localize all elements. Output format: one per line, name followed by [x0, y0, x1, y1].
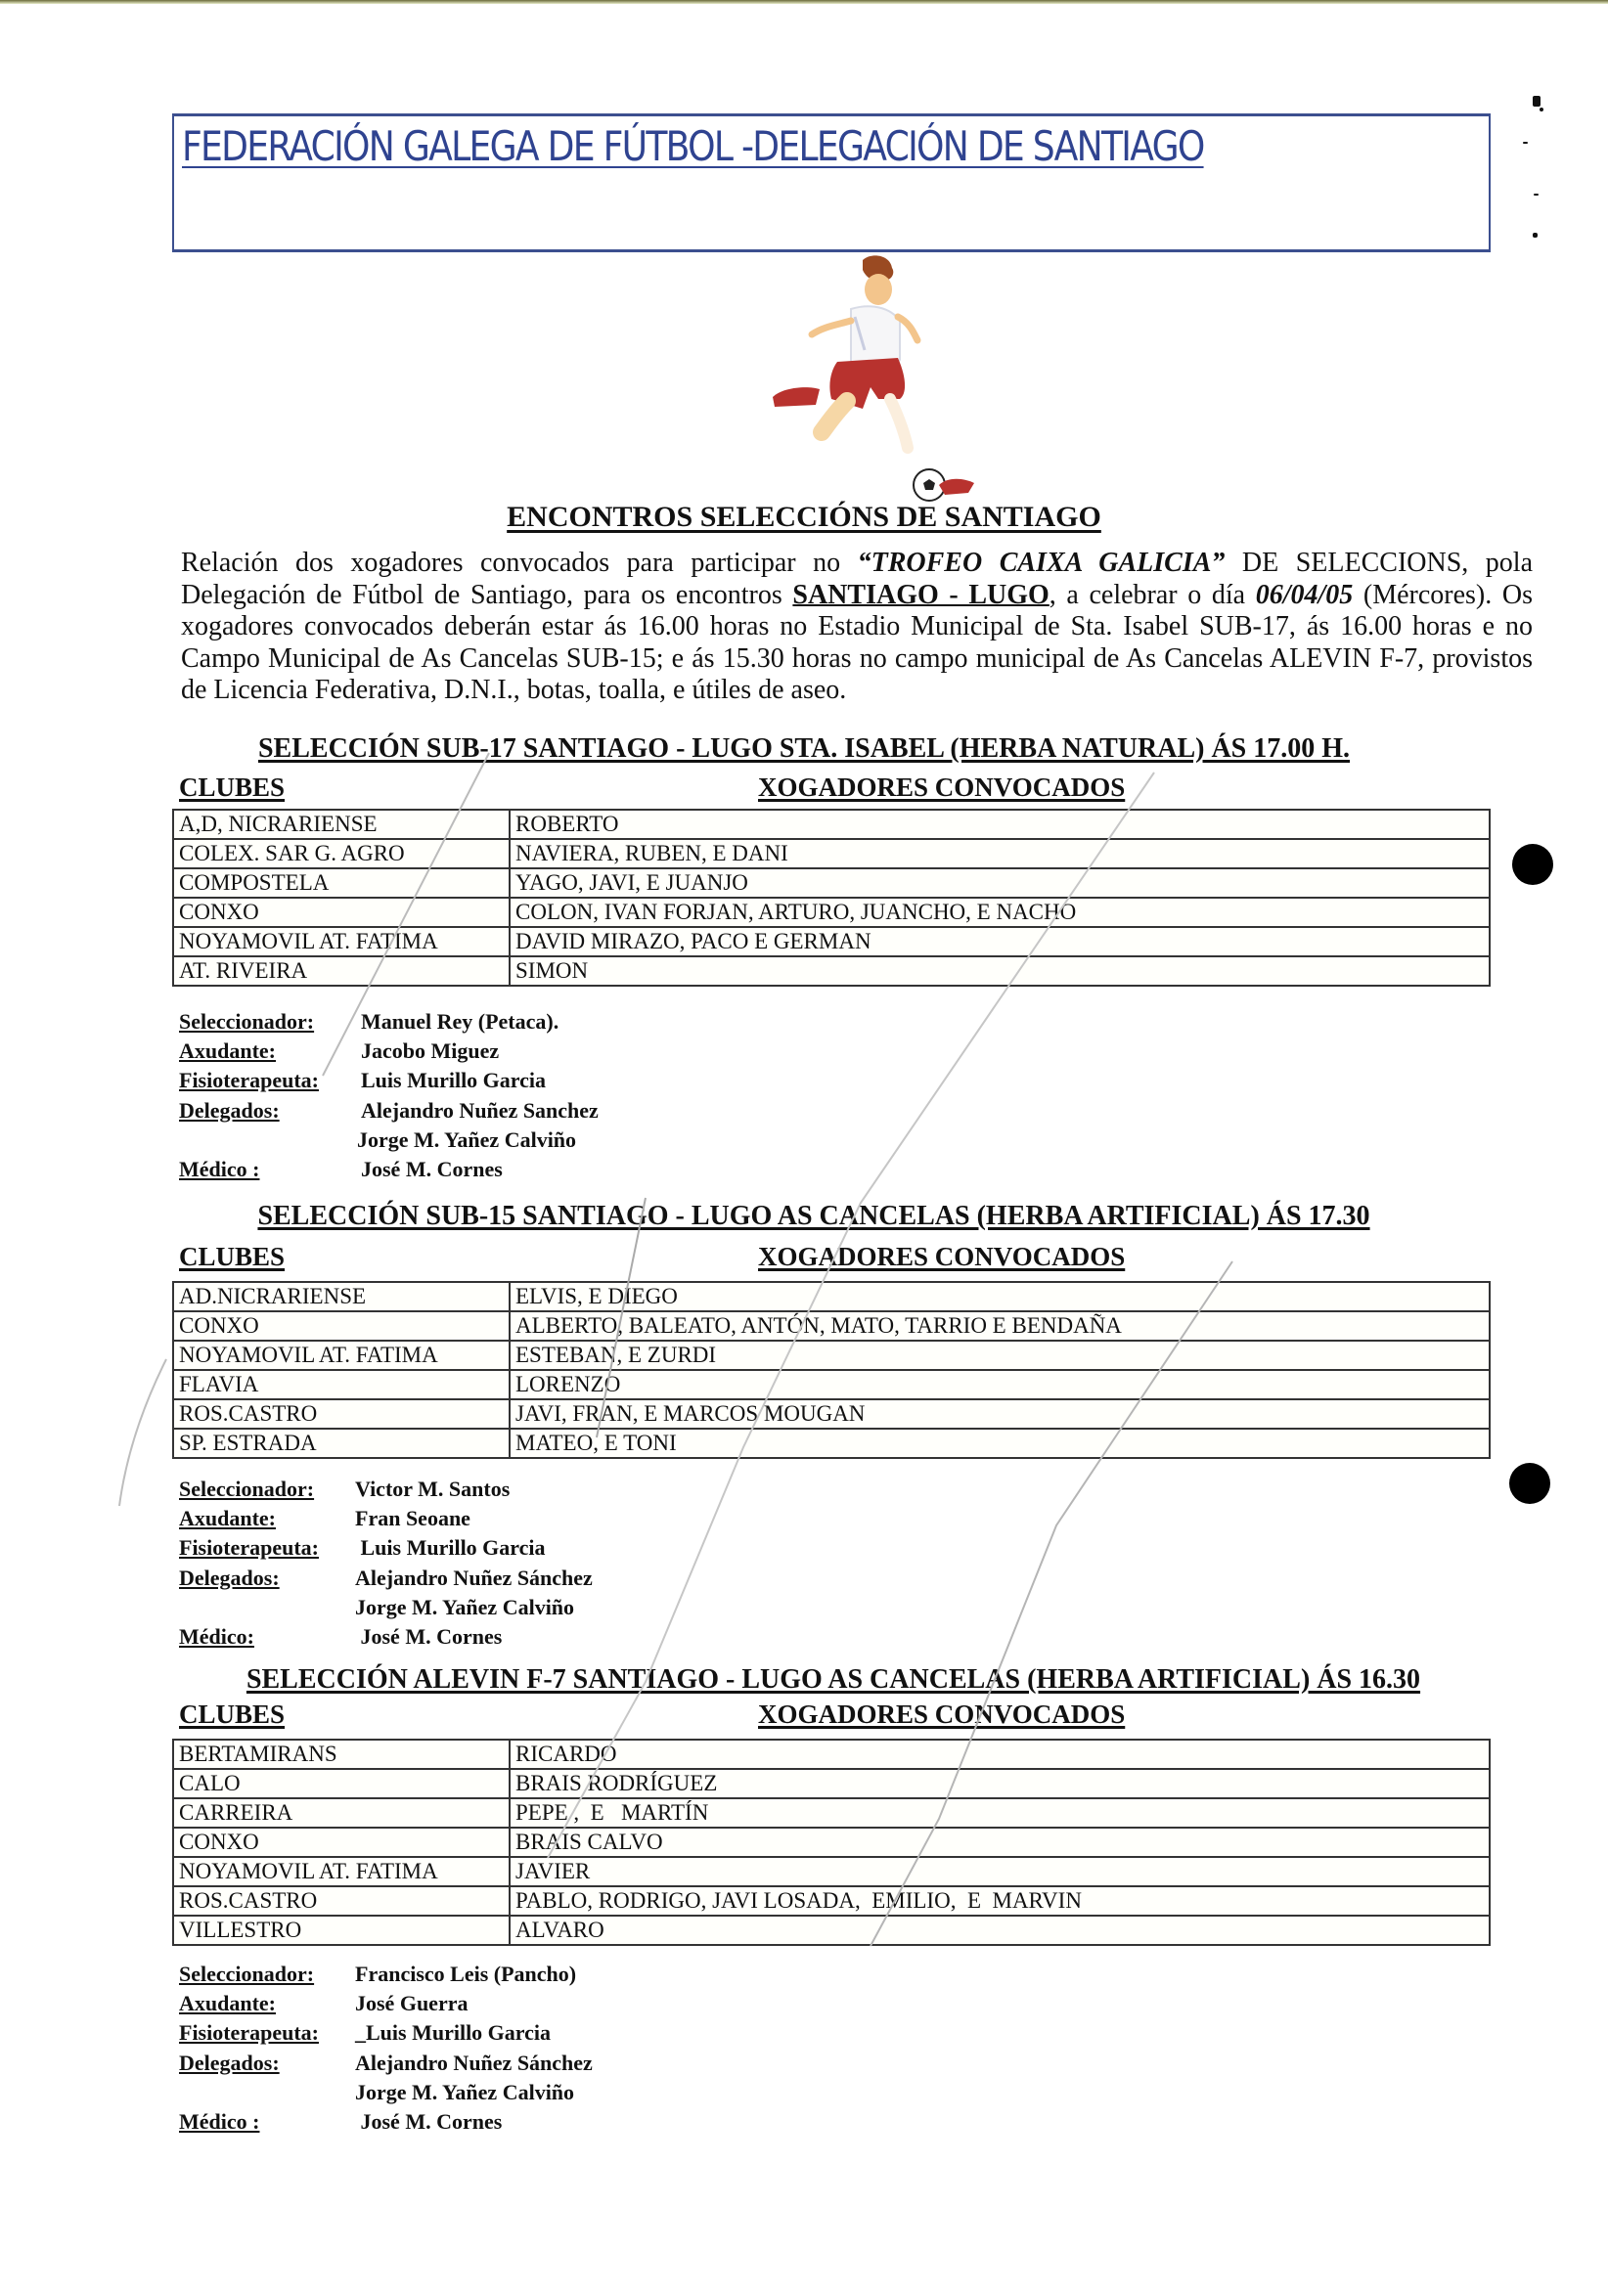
scan-top-edge [0, 0, 1608, 4]
players-cell: PABLO, RODRIGO, JAVI LOSADA, EMILIO, E MARVIN [510, 1886, 1490, 1916]
table-row [173, 927, 1490, 956]
club-cell: A,D, NICRARIENSE [173, 810, 510, 839]
players-cell: LORENZO [510, 1370, 1490, 1399]
players-header: XOGADORES CONVOCADOS [758, 1242, 1126, 1271]
table-row [173, 898, 1490, 927]
staff-list-sub15 [179, 1475, 593, 1652]
club-cell: NOYAMOVIL AT. FATIMA [173, 1341, 510, 1370]
staff-label: Médico: [179, 1624, 254, 1650]
players-cell: BRAIS CALVO [510, 1828, 1490, 1857]
staff-value: Francisco Leis (Pancho) [355, 1962, 577, 1986]
staff-value: José Guerra [355, 1991, 469, 2016]
table-row [173, 1916, 1490, 1945]
club-cell: CONXO [173, 1311, 510, 1341]
table-row [173, 1399, 1490, 1429]
staff-value: José M. Cornes [355, 1624, 503, 1650]
staff-value: José M. Cornes [361, 1157, 503, 1182]
letterhead-title: FEDERACIÓN GALEGA DE FÚTBOL -DELEGACIÓN DE SANTIAGO [182, 122, 1204, 170]
staff-row [179, 1593, 593, 1622]
staff-label [179, 1593, 375, 1622]
clubs-header: CLUBES [179, 1242, 286, 1271]
staff-label: Delegados: [179, 1097, 280, 1123]
club-cell: ROS.CASTRO [173, 1886, 510, 1916]
staff-row [179, 1533, 593, 1563]
table-row [173, 1341, 1490, 1370]
staff-label: Delegados: [179, 1565, 280, 1590]
players-cell: YAGO, JAVI, E JUANJO [510, 868, 1490, 898]
scan-speck [1540, 108, 1543, 111]
roster-table-alevin [172, 1739, 1491, 1946]
match-name: SANTIAGO - LUGO [792, 579, 1050, 610]
staff-value: Victor M. Santos [355, 1477, 511, 1501]
table-row [173, 1429, 1490, 1458]
intro-paragraph [181, 548, 1533, 707]
intro-text: Relación dos xogadores convocados para participar no [181, 548, 858, 578]
staff-label: Fisioterapeuta: [179, 1535, 319, 1561]
staff-label [179, 2078, 375, 2107]
staff-label: Delegados: [179, 2050, 280, 2075]
players-cell: JAVIER [510, 1857, 1490, 1886]
club-cell: CALO [173, 1769, 510, 1798]
staff-row [179, 1096, 599, 1126]
table-row [173, 868, 1490, 898]
table-row [173, 1828, 1490, 1857]
players-cell: BRAIS RODRÍGUEZ [510, 1769, 1490, 1798]
players-cell: RICARDO [510, 1740, 1490, 1769]
letterhead-box [172, 113, 1491, 252]
staff-label: Seleccionador: [179, 1477, 315, 1501]
staff-row [179, 2078, 593, 2107]
scan-speck [1533, 96, 1541, 107]
scan-speck [1534, 194, 1539, 196]
staff-value: Alejandro Nuñez Sánchez [355, 1565, 593, 1590]
match-date: 06/04/05 [1255, 579, 1354, 610]
club-cell: AD.NICRARIENSE [173, 1282, 510, 1311]
clubs-header: CLUBES [179, 1700, 286, 1729]
staff-value: Jorge M. Yañez Calviño [355, 2079, 575, 2104]
staff-value: Fran Seoane [355, 1506, 470, 1531]
staff-value: José M. Cornes [355, 2109, 503, 2135]
players-cell: SIMON [510, 956, 1490, 986]
intro-text: DE SELECCIONS, pola Delegación de Fútbol de Santiago, para os encontros [181, 548, 1534, 610]
scan-speck [1523, 142, 1528, 144]
punch-hole-icon [1512, 844, 1553, 885]
players-cell: ALVARO [510, 1916, 1490, 1945]
scan-speck [1533, 233, 1538, 238]
club-cell: VILLESTRO [173, 1916, 510, 1945]
players-cell: DAVID MIRAZO, PACO E GERMAN [510, 927, 1490, 956]
table-row [173, 1311, 1490, 1341]
table-row [173, 956, 1490, 986]
players-header: XOGADORES CONVOCADOS [758, 773, 1126, 802]
club-cell: ROS.CASTRO [173, 1399, 510, 1429]
players-cell: ALBERTO, BALEATO, ANTÓN, MATO, TARRIO E BENDAÑA [510, 1311, 1490, 1341]
staff-row [179, 1007, 599, 1037]
players-header: XOGADORES CONVOCADOS [758, 1700, 1126, 1729]
club-cell: CONXO [173, 898, 510, 927]
club-cell: BERTAMIRANS [173, 1740, 510, 1769]
table-row [173, 1886, 1490, 1916]
roster-table-sub15 [172, 1281, 1491, 1459]
table-row [173, 810, 1490, 839]
staff-row [179, 1564, 593, 1593]
club-cell: NOYAMOVIL AT. FATIMA [173, 927, 510, 956]
section-title-alevin: SELECCIÓN ALEVIN F-7 SANTIAGO - LUGO AS CANCELAS (HERBA ARTIFICIAL) ÁS 16.30 [246, 1664, 1421, 1695]
club-cell: FLAVIA [173, 1370, 510, 1399]
table-row [173, 1740, 1490, 1769]
staff-row [179, 1155, 599, 1184]
staff-list-alevin [179, 1960, 593, 2137]
staff-row [179, 2018, 593, 2048]
table-row [173, 1769, 1490, 1798]
players-cell: ESTEBAN, E ZURDI [510, 1341, 1490, 1370]
trophy-name: “TROFEO CAIXA GALICIA” [857, 548, 1226, 578]
staff-value: Luis Murillo Garcia [361, 1068, 547, 1093]
staff-value: Jorge M. Yañez Calviño [355, 1594, 575, 1619]
club-cell: AT. RIVEIRA [173, 956, 510, 986]
staff-row [179, 1037, 599, 1066]
table-row [173, 1798, 1490, 1828]
staff-row [179, 1960, 593, 1989]
staff-row [179, 2107, 593, 2137]
staff-value: Manuel Rey (Petaca). [361, 1009, 559, 1034]
staff-value: Jacobo Miguez [361, 1038, 500, 1064]
players-cell: ROBERTO [510, 810, 1490, 839]
staff-row [179, 1504, 593, 1533]
players-cell: MATEO, E TONI [510, 1429, 1490, 1458]
club-cell: SP. ESTRADA [173, 1429, 510, 1458]
staff-row [179, 1622, 593, 1652]
section-title-sub15: SELECCIÓN SUB-15 SANTIAGO - LUGO AS CANCELAS (HERBA ARTIFICIAL) ÁS 17.30 [257, 1201, 1370, 1231]
table-row [173, 1282, 1490, 1311]
staff-row [179, 1475, 593, 1504]
table-row [173, 1857, 1490, 1886]
staff-row [179, 1066, 599, 1095]
table-row [173, 1370, 1490, 1399]
staff-value: Jorge M. Yañez Calviño [357, 1126, 577, 1152]
staff-label: Axudante: [179, 1038, 277, 1064]
staff-label: Axudante: [179, 1991, 277, 2016]
players-cell: NAVIERA, RUBEN, E DANI [510, 839, 1490, 868]
club-cell: NOYAMOVIL AT. FATIMA [173, 1857, 510, 1886]
punch-hole-icon [1509, 1463, 1550, 1504]
staff-value: _Luis Murillo Garcia [355, 2020, 552, 2046]
intro-text: (Mércores). Os xogadores convocados deberán estar ás 16.00 horas no Estadio Municipal de Sta. Isabel SUB-17, ás 16.00 horas e no Campo Municipal de As Cancelas SUB-15; e ás 15.30 horas no campo municipal de As Cancelas ALEVIN F-7, provistos de Licencia Federativa, D.N.I., botas, toalla, e útiles de aseo. [181, 579, 1533, 705]
club-cell: CARREIRA [173, 1798, 510, 1828]
main-title: ENCONTROS SELECCIÓNS DE SANTIAGO [507, 501, 1101, 533]
staff-value: Luis Murillo Garcia [355, 1535, 546, 1561]
clubs-header: CLUBES [179, 773, 286, 802]
staff-value: Alejandro Nuñez Sanchez [361, 1097, 599, 1123]
intro-text: , a celebrar o día [1049, 579, 1256, 610]
players-cell: PEPE , E MARTÍN [510, 1798, 1490, 1828]
staff-label: Seleccionador: [179, 1009, 315, 1034]
players-cell: ELVIS, E DIEGO [510, 1282, 1490, 1311]
club-cell: COMPOSTELA [173, 868, 510, 898]
staff-label: Axudante: [179, 1506, 277, 1531]
staff-label: Fisioterapeuta: [179, 1068, 319, 1093]
players-cell: COLON, IVAN FORJAN, ARTURO, JUANCHO, E NACHO [510, 898, 1490, 927]
staff-value: Alejandro Nuñez Sánchez [355, 2050, 593, 2075]
staff-row [179, 1126, 599, 1155]
players-cell: JAVI, FRAN, E MARCOS MOUGAN [510, 1399, 1490, 1429]
staff-label: Seleccionador: [179, 1962, 315, 1986]
staff-label: Médico : [179, 2109, 260, 2135]
staff-list-sub17 [179, 1007, 599, 1184]
staff-label: Médico : [179, 1157, 260, 1182]
roster-table-sub17 [172, 809, 1491, 987]
table-row [173, 839, 1490, 868]
club-cell: COLEX. SAR G. AGRO [173, 839, 510, 868]
footballer-kicking-ball-icon [753, 252, 978, 507]
staff-row [179, 2049, 593, 2078]
staff-label: Fisioterapeuta: [179, 2020, 319, 2046]
club-cell: CONXO [173, 1828, 510, 1857]
staff-row [179, 1989, 593, 2018]
staff-label [179, 1126, 375, 1155]
section-title-sub17: SELECCIÓN SUB-17 SANTIAGO - LUGO STA. ISABEL (HERBA NATURAL) ÁS 17.00 H. [257, 733, 1351, 764]
